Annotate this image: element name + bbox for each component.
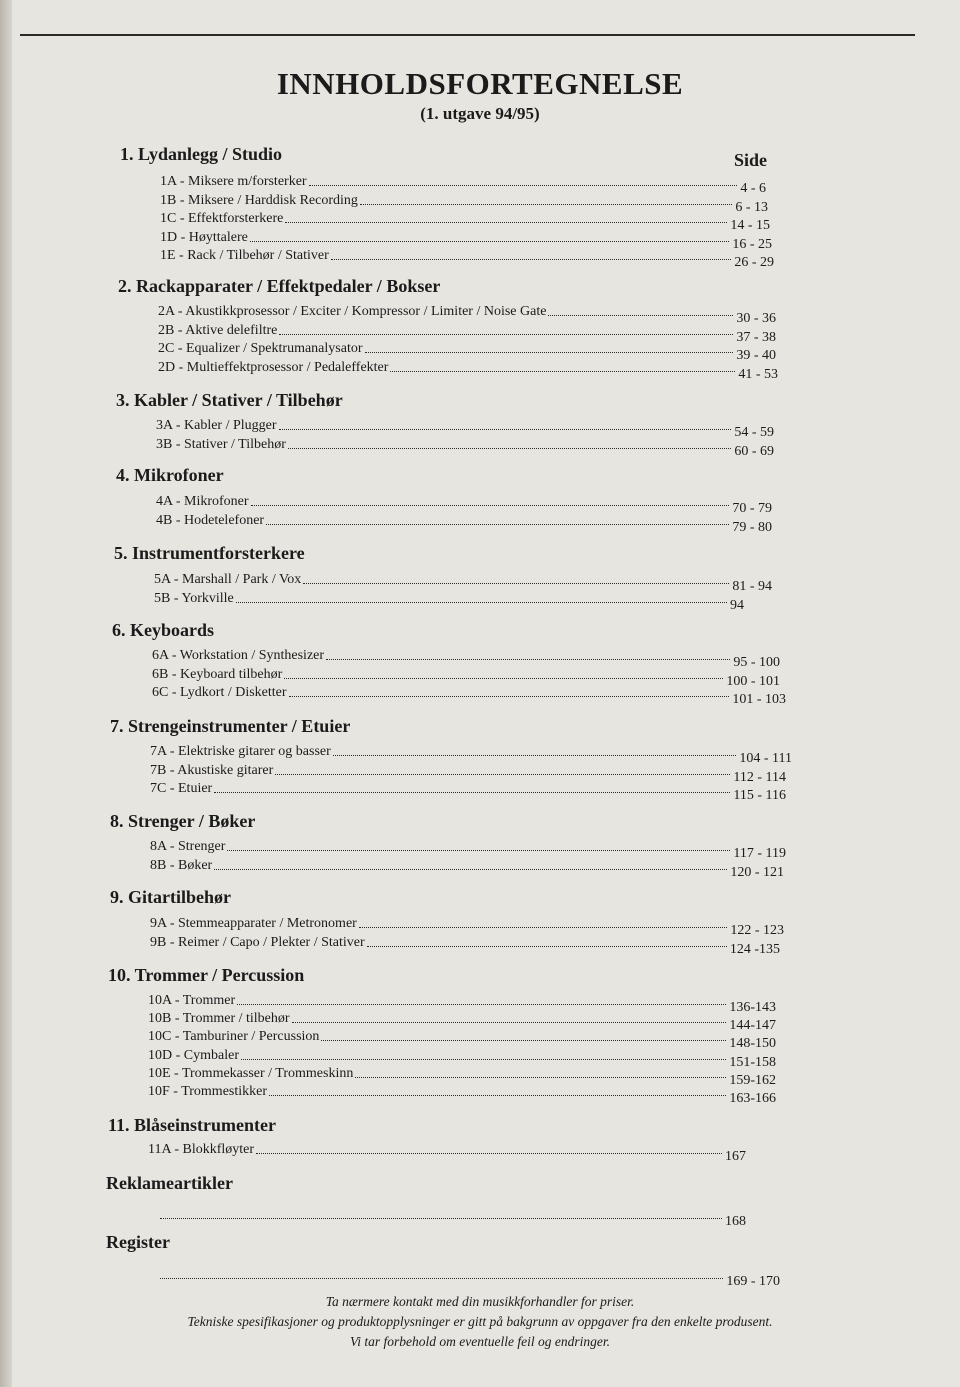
toc-entry-label: 11A - Blokkfløyter bbox=[148, 1142, 255, 1157]
dot-leader bbox=[227, 849, 730, 851]
toc-entry-label: 6A - Workstation / Synthesizer bbox=[152, 648, 325, 663]
toc-entry bbox=[158, 302, 776, 326]
toc-entry-pages: 136-143 bbox=[729, 1000, 776, 1015]
toc-entry bbox=[160, 228, 772, 252]
page-title: INNHOLDSFORTEGNELSE bbox=[276, 66, 684, 101]
toc-entry-pages: 100 - 101 bbox=[726, 673, 780, 689]
toc-entry bbox=[150, 933, 780, 957]
toc-entry-pages: 4 - 6 bbox=[740, 181, 766, 196]
toc-entry-pages: 159-162 bbox=[729, 1072, 776, 1088]
dot-leader bbox=[251, 504, 730, 506]
toc-entry-pages: 30 - 36 bbox=[736, 311, 776, 326]
toc-entry-label: 2B - Aktive delefiltre bbox=[158, 322, 278, 338]
toc-entry-label: 7A - Elektriske gitarer og basser bbox=[150, 744, 331, 759]
toc-entry bbox=[152, 646, 780, 670]
section-heading: 3. Kabler / Stativer / Tilbehør bbox=[116, 390, 343, 410]
dot-leader bbox=[279, 428, 732, 430]
section-heading: 6. Keyboards bbox=[112, 620, 215, 640]
dot-leader bbox=[390, 370, 735, 372]
dot-leader bbox=[360, 203, 732, 205]
toc-entry-label: 10B - Trommer / tilbehør bbox=[148, 1011, 290, 1027]
dot-leader bbox=[292, 1021, 727, 1023]
section-heading: 4. Mikrofoner bbox=[116, 465, 224, 485]
toc-entry-pages: 104 - 111 bbox=[739, 751, 792, 766]
toc-entry-label: 8A - Strenger bbox=[150, 839, 226, 854]
dot-leader bbox=[279, 333, 733, 335]
toc-entry-pages: 14 - 15 bbox=[730, 218, 770, 233]
toc-entry-label: 3B - Stativer / Tilbehør bbox=[156, 436, 286, 452]
section-heading: Register bbox=[106, 1232, 170, 1252]
toc-entry-pages: 79 - 80 bbox=[732, 519, 772, 535]
toc-entry-pages: 122 - 123 bbox=[730, 923, 784, 938]
toc-entry-pages: 124 -135 bbox=[729, 941, 780, 957]
toc-entry bbox=[150, 761, 786, 785]
toc-entry-label: 9B - Reimer / Capo / Plekter / Stativer bbox=[150, 934, 365, 950]
toc-entry bbox=[150, 779, 786, 803]
dot-leader bbox=[326, 658, 730, 660]
toc-entry bbox=[158, 1265, 780, 1289]
toc-entry bbox=[158, 1205, 746, 1229]
dot-leader bbox=[289, 695, 730, 697]
toc-entry bbox=[160, 191, 768, 215]
toc-entry bbox=[152, 683, 786, 707]
footer-line: Vi tar forbehold om eventuelle feil og endringer. bbox=[350, 1334, 610, 1349]
toc-entry-pages: 41 - 53 bbox=[738, 366, 778, 382]
toc-entry-label: 7B - Akustiske gitarer bbox=[150, 762, 274, 778]
dot-leader bbox=[365, 351, 734, 353]
toc-entry-pages: 16 - 25 bbox=[732, 236, 772, 252]
section-heading: 2. Rackapparater / Effektpedaler / Bokser bbox=[118, 276, 441, 296]
toc-entry-label: 1A - Miksere m/forsterker bbox=[160, 174, 307, 189]
dot-leader bbox=[269, 1094, 726, 1096]
toc-entry-pages: 95 - 100 bbox=[733, 655, 780, 670]
toc-entry bbox=[156, 511, 772, 535]
toc-entry-pages: 37 - 38 bbox=[736, 329, 776, 345]
toc-entry-label: 7C - Etuier bbox=[150, 781, 213, 796]
dot-leader bbox=[250, 240, 729, 242]
dot-leader bbox=[367, 945, 727, 947]
toc-entry bbox=[160, 209, 770, 233]
toc-entry bbox=[154, 570, 772, 594]
toc-entry bbox=[150, 742, 792, 766]
toc-entry-pages: 60 - 69 bbox=[734, 443, 774, 459]
toc-entry bbox=[148, 1027, 776, 1052]
toc-entry bbox=[156, 416, 774, 440]
toc-entry-label: 10A - Trommer bbox=[148, 993, 236, 1008]
toc-entry bbox=[150, 914, 784, 938]
top-rule bbox=[20, 34, 915, 36]
toc-entry-pages: 54 - 59 bbox=[734, 425, 774, 440]
toc-entry-label: 4B - Hodetelefoner bbox=[156, 512, 265, 528]
toc-entry-pages: 169 - 170 bbox=[726, 1274, 780, 1289]
dot-leader bbox=[548, 314, 733, 316]
toc-entry bbox=[156, 492, 772, 516]
toc-entry-pages: 101 - 103 bbox=[732, 692, 786, 707]
toc-entry-pages: 151-158 bbox=[729, 1054, 776, 1070]
dot-leader bbox=[236, 601, 727, 603]
toc-entry-label: 2C - Equalizer / Spektrumanalysator bbox=[158, 341, 363, 356]
dot-leader bbox=[275, 773, 730, 775]
toc-entry bbox=[148, 1009, 776, 1034]
toc-entry-pages: 117 - 119 bbox=[733, 846, 786, 861]
dot-leader bbox=[285, 221, 727, 223]
toc-entry-label: 9A - Stemmeapparater / Metronomer bbox=[150, 916, 357, 931]
toc-entry-pages: 81 - 94 bbox=[732, 579, 772, 594]
toc-entry bbox=[160, 246, 774, 270]
section-heading: Reklameartikler bbox=[106, 1173, 233, 1193]
footer-line: Tekniske spesifikasjoner og produktopplysninger er gitt på bakgrunn av oppgaver fra den enkelte produsent. bbox=[187, 1314, 773, 1329]
dot-leader bbox=[355, 1076, 726, 1078]
toc-entry-label: 1C - Effektforsterkere bbox=[160, 211, 284, 226]
toc-entry bbox=[160, 172, 766, 196]
toc-entry bbox=[148, 1082, 776, 1106]
toc-entry-pages: 115 - 116 bbox=[733, 788, 786, 803]
dot-leader bbox=[214, 868, 727, 870]
section-heading: 9. Gitartilbehør bbox=[110, 887, 231, 907]
toc-entry-pages: 168 bbox=[725, 1214, 746, 1229]
toc-entry-label: 5B - Yorkville bbox=[154, 590, 234, 606]
toc-entry-label: 10D - Cymbaler bbox=[148, 1047, 239, 1063]
toc-entry-label: 1D - Høyttalere bbox=[160, 229, 248, 245]
dot-leader bbox=[333, 754, 737, 756]
toc-entry-label: 10C - Tamburiner / Percussion bbox=[148, 1029, 320, 1045]
section-heading: 10. Trommer / Percussion bbox=[108, 965, 305, 985]
toc-entry-label: 6B - Keyboard tilbehør bbox=[152, 666, 283, 682]
dot-leader bbox=[309, 184, 738, 186]
toc-entry bbox=[158, 358, 778, 382]
section-heading: 7. Strengeinstrumenter / Etuier bbox=[110, 716, 351, 736]
toc-entry bbox=[156, 435, 774, 459]
toc-entry-label: 10E - Trommekasser / Trommeskinn bbox=[148, 1065, 354, 1081]
dot-leader bbox=[241, 1058, 726, 1060]
toc-entry-label: 2D - Multieffektprosessor / Pedaleffekter bbox=[158, 359, 389, 375]
toc-entry-label: 6C - Lydkort / Disketter bbox=[152, 685, 287, 700]
toc-entry-label: 8B - Bøker bbox=[150, 857, 213, 873]
toc-entry bbox=[150, 856, 784, 880]
toc-entry bbox=[158, 321, 776, 345]
toc-entry-label: 4A - Mikrofoner bbox=[156, 494, 249, 509]
side-column-label: Side bbox=[734, 150, 768, 170]
toc-entry-pages: 94 bbox=[730, 597, 744, 613]
section-heading: 11. Blåseinstrumenter bbox=[108, 1115, 276, 1135]
toc-entry-pages: 148-150 bbox=[729, 1036, 776, 1052]
toc-entry bbox=[154, 589, 744, 613]
toc-entry-pages: 70 - 79 bbox=[732, 501, 772, 516]
toc-entry-label: 10F - Trommestikker bbox=[148, 1084, 268, 1099]
toc-entry-pages: 6 - 13 bbox=[735, 199, 768, 215]
toc-entry bbox=[150, 837, 786, 861]
toc-entry-pages: 144-147 bbox=[729, 1018, 776, 1034]
toc-entry-pages: 163-166 bbox=[729, 1091, 776, 1106]
toc-entry-label: 1B - Miksere / Harddisk Recording bbox=[160, 192, 358, 208]
edition-label: (1. utgave 94/95) bbox=[420, 104, 540, 123]
toc-entry bbox=[148, 991, 776, 1015]
toc-entry-label: 3A - Kabler / Plugger bbox=[156, 418, 277, 433]
section-heading: 5. Instrumentforsterkere bbox=[114, 543, 305, 563]
toc-entry bbox=[148, 1046, 776, 1070]
toc-entry-label: 2A - Akustikkprosessor / Exciter / Kompressor / Limiter / Noise Gate bbox=[158, 304, 547, 319]
toc-entry bbox=[152, 665, 780, 689]
dot-leader bbox=[214, 791, 730, 793]
page-subtitle bbox=[0, 104, 960, 124]
dot-leader bbox=[284, 677, 723, 679]
toc-entry bbox=[148, 1140, 746, 1164]
toc-entry-pages: 167 bbox=[725, 1149, 746, 1164]
toc-entry-pages: 112 - 114 bbox=[733, 769, 786, 785]
dot-leader bbox=[321, 1039, 726, 1041]
section-heading: 8. Strenger / Bøker bbox=[110, 811, 256, 831]
dot-leader bbox=[256, 1152, 722, 1154]
dot-leader bbox=[160, 1277, 723, 1279]
footer-line: Ta nærmere kontakt med din musikkforhandler for priser. bbox=[325, 1294, 635, 1309]
dot-leader bbox=[237, 1003, 726, 1005]
dot-leader bbox=[288, 447, 731, 449]
dot-leader bbox=[160, 1217, 722, 1219]
section-heading: 1. Lydanlegg / Studio bbox=[120, 144, 283, 164]
toc-entry-pages: 39 - 40 bbox=[736, 348, 776, 363]
toc-entry-pages: 120 - 121 bbox=[730, 864, 784, 880]
toc-entry bbox=[158, 339, 776, 363]
toc-entry-label: 1E - Rack / Tilbehør / Stativer bbox=[160, 248, 329, 263]
page-binding-edge bbox=[0, 0, 12, 1387]
dot-leader bbox=[331, 258, 732, 260]
dot-leader bbox=[303, 582, 729, 584]
dot-leader bbox=[359, 926, 728, 928]
toc-entry-pages: 26 - 29 bbox=[734, 255, 774, 270]
toc-entry bbox=[148, 1064, 776, 1088]
dot-leader bbox=[266, 523, 729, 525]
toc-entry-label: 5A - Marshall / Park / Vox bbox=[154, 572, 302, 587]
